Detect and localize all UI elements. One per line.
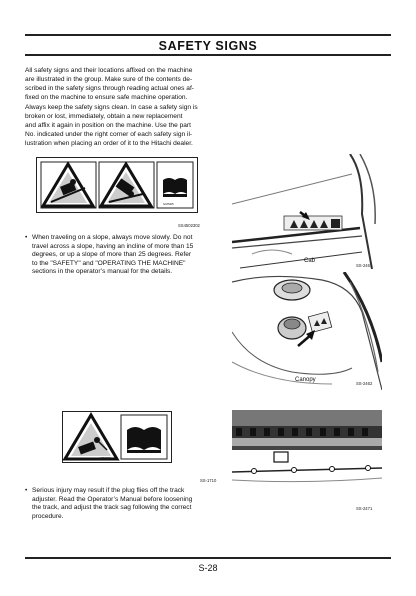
- intro-line: fixed on the machine to ensure safe machine operation.: [25, 94, 188, 102]
- bullet-line: sections in the operator’s manual for the details.: [32, 268, 173, 276]
- bullet-symbol: •: [25, 234, 28, 241]
- track-adjuster-warning-icon: [63, 412, 171, 462]
- canopy-caption: Canopy: [295, 377, 316, 383]
- intro-line: and affix it again in position on the machine. Use the part: [25, 121, 191, 129]
- safety-sign-slope: [36, 157, 198, 213]
- photo-track: [232, 400, 382, 514]
- sign-part-label: GMSD5: [163, 202, 174, 206]
- cab-illustration: [232, 154, 382, 269]
- intro-line: broken or lost, immediately, obtain a new replacement: [25, 112, 183, 120]
- intro-line: Always keep the safety signs clean. In case a safety sign is: [25, 103, 198, 111]
- bullet-line: to the "SAFETY" and "OPERATING THE MACHINE": [32, 259, 186, 267]
- intro-line: No. indicated under the right corner of each safety sign il-: [25, 131, 193, 139]
- bullet-line: travel across a slope, having an incline of more than 15: [32, 242, 194, 250]
- bullet-symbol: •: [25, 487, 28, 494]
- sign2-code: SS-1710: [200, 478, 217, 483]
- cab-code: SS-2461: [356, 263, 373, 268]
- track-code: SS-2471: [356, 506, 373, 511]
- intro-line: All safety signs and their locations affixed on the machine: [25, 67, 193, 74]
- photo-cab: [232, 154, 382, 269]
- track-illustration: [232, 400, 382, 514]
- intro-line: scribed in the safety signs through reading actual ones af-: [25, 85, 194, 93]
- intro-paragraph: [25, 66, 220, 148]
- bullet-line: adjuster. Read the Operator’s Manual before loosening: [32, 495, 193, 503]
- bullet-line: When traveling on a slope, always move slowly. Do not: [32, 234, 193, 241]
- photo-canopy: [232, 272, 382, 390]
- canopy-illustration: [232, 272, 382, 390]
- sign2-part-label: A333203: [99, 456, 112, 460]
- bullet-line: the track, and adjust the track sag following the correct: [32, 504, 192, 512]
- bottom-rule: [25, 557, 391, 559]
- canopy-code: SS-2462: [356, 381, 373, 386]
- intro-line: are illustrated in the group. Make sure of the contents de-: [25, 76, 193, 84]
- page-number: S-28: [198, 563, 218, 573]
- top-rule: [25, 34, 391, 36]
- safety-sign-track-adjuster: [62, 411, 172, 463]
- sign1-code: SS4502302: [178, 223, 200, 228]
- bullet-line: Serious injury may result if the plug flies off the track: [32, 487, 185, 494]
- intro-line: lustration when placing an order of it to the Hitachi dealer.: [25, 140, 193, 148]
- bullet-line: procedure.: [32, 512, 64, 520]
- page-title: SAFETY SIGNS: [158, 39, 258, 53]
- title-rule: [25, 54, 391, 56]
- cab-caption: Cab: [304, 258, 316, 264]
- bullet-line: degrees, or up a slope of more than 25 degrees. Refer: [32, 251, 192, 259]
